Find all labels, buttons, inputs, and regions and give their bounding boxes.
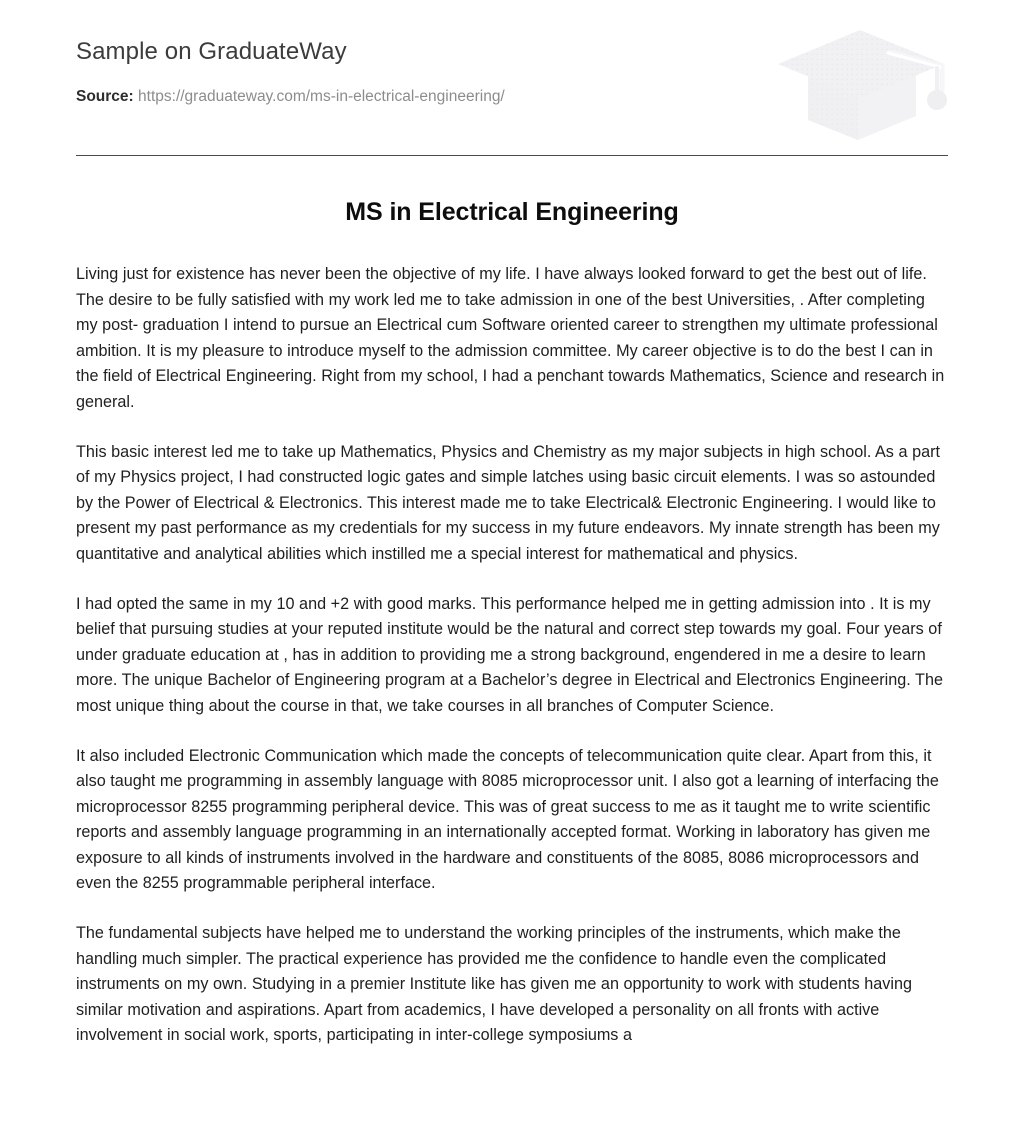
article-body bbox=[76, 262, 948, 1049]
brand-title: Sample on GraduateWay bbox=[76, 38, 347, 65]
source-url[interactable]: https://graduateway.com/ms-in-electrical-engineering/ bbox=[138, 87, 505, 105]
source-line bbox=[76, 87, 948, 107]
document-header bbox=[0, 0, 1024, 107]
paragraph: It also included Electronic Communication which made the concepts of telecommunication quite clear. Apart from this, it also taught me programming in assembly language with 8085 microprocessor unit. I also got a learning of interfacing the microprocessor 8255 programming peripheral device. This was of great success to me as it taught me to write scientific reports and assembly language programming in an internationally accepted format. Working in laboratory has given me exposure to all kinds of instruments involved in the hardware and constituents of the 8085, 8086 microprocessors and even the 8255 programmable peripheral interface. bbox=[76, 746, 939, 893]
paragraph: This basic interest led me to take up Mathematics, Physics and Chemistry as my major subjects in high school. As a part of my Physics project, I had constructed logic gates and simple latches using basic circuit elements. I was so astounded by the Power of Electrical & Electronics. This interest made me to take Electrical& Electronic Engineering. I would like to present my past performance as my credentials for my success in my future endeavors. My innate strength has been my quantitative and analytical abilities which instilled me a special interest for mathematical and physics. bbox=[76, 442, 940, 563]
paragraph: Living just for existence has never been the objective of my life. I have always looked forward to get the best out of life. The desire to be fully satisfied with my work led me to take admission in one of the best Universities, . After completing my post- graduation I intend to pursue an Electrical cum Software oriented career to strengthen my ultimate professional ambition. It is my pleasure to introduce myself to the admission committee. My career objective is to do the best I can in the field of Electrical Engineering. Right from my school, I had a penchant towards Mathematics, Science and research in general. bbox=[76, 265, 945, 411]
paragraph: I had opted the same in my 10 and +2 with good marks. This performance helped me in getting admission into . It is my belief that pursuing studies at your reputed institute would be the natural and correct step towards my goal. Four years of under graduate education at , has in addition to providing me a strong background, engendered in me a desire to learn more. The unique Bachelor of Engineering program at a Bachelor’s degree in Electrical and Electronics Engineering. The most unique thing about the course in that, we take courses in all branches of Computer Science. bbox=[76, 594, 943, 715]
source-label: Source: bbox=[76, 87, 134, 105]
header-divider bbox=[76, 155, 948, 156]
paragraph: The fundamental subjects have helped me to understand the working principles of the instruments, which make the handling much simpler. The practical experience has provided me the confidence to handle even the complicated instruments on my own. Studying in a premier Institute like has given me an opportunity to work with students having similar motivation and aspirations. Apart from academics, I have developed a personality on all fronts with active involvement in social work, sports, participating in inter-college symposiums a bbox=[76, 924, 912, 1045]
page-title: MS in Electrical Engineering bbox=[345, 198, 679, 226]
